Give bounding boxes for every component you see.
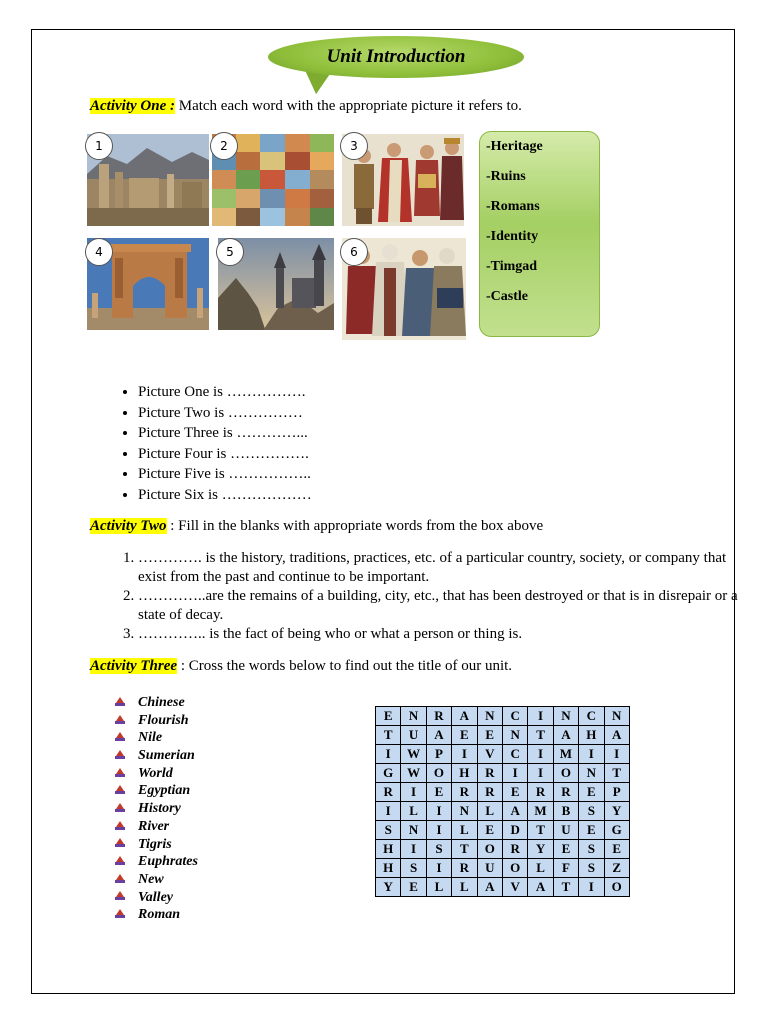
search-word-text: Chinese (138, 695, 185, 710)
grid-letter[interactable]: U (477, 859, 502, 878)
grid-letter[interactable]: N (401, 707, 426, 726)
grid-letter[interactable]: R (452, 783, 477, 802)
grid-letter[interactable]: T (528, 821, 553, 840)
grid-letter[interactable]: O (604, 878, 629, 897)
arrow-bullet-icon (114, 874, 126, 886)
grid-letter[interactable]: S (426, 840, 451, 859)
title-callout (268, 36, 524, 78)
grid-letter[interactable]: Y (528, 840, 553, 859)
grid-letter[interactable]: L (426, 878, 451, 897)
grid-letter[interactable]: S (376, 821, 401, 840)
picture-answer-list (90, 382, 312, 505)
grid-letter[interactable]: E (502, 783, 527, 802)
search-word-item (114, 889, 198, 907)
grid-row (376, 802, 630, 821)
word-bank-item: -Timgad (486, 259, 538, 274)
picture-number-6: 6 (340, 238, 368, 266)
grid-letter[interactable]: N (401, 821, 426, 840)
arrow-bullet-icon (114, 697, 126, 709)
picture-number-5: 5 (216, 238, 244, 266)
grid-letter[interactable]: E (579, 821, 604, 840)
grid-letter[interactable]: L (477, 802, 502, 821)
arrow-bullet-icon (114, 838, 126, 850)
arrow-bullet-icon (114, 821, 126, 833)
search-word-text: Flourish (138, 712, 189, 728)
search-word-text: New (138, 871, 164, 887)
arrow-bullet-icon (114, 785, 126, 797)
search-word-text: Valley (138, 889, 173, 905)
search-word-item (114, 800, 198, 818)
word-bank-item: -Ruins (486, 169, 526, 184)
activity-one-label: Activity One : (90, 98, 175, 114)
word-bank-item: -Romans (486, 199, 540, 214)
grid-letter[interactable]: R (502, 840, 527, 859)
grid-letter[interactable]: I (502, 764, 527, 783)
search-word-text: World (138, 765, 173, 781)
grid-letter[interactable]: L (401, 802, 426, 821)
grid-letter[interactable]: S (579, 840, 604, 859)
activity-two-instruction: : Fill in the blanks with appropriate words from the box above (166, 518, 544, 534)
grid-letter[interactable]: E (376, 707, 401, 726)
grid-letter[interactable]: U (401, 726, 426, 745)
grid-letter[interactable]: F (553, 859, 578, 878)
search-word-item (114, 729, 198, 747)
grid-letter[interactable]: E (452, 726, 477, 745)
activity-three-heading (90, 658, 512, 675)
picture-answer-line: • Picture One is ……………. (138, 382, 312, 403)
grid-letter[interactable]: E (477, 821, 502, 840)
grid-letter[interactable]: H (452, 764, 477, 783)
grid-letter[interactable]: R (376, 783, 401, 802)
grid-letter[interactable]: Y (376, 878, 401, 897)
grid-letter[interactable]: W (401, 745, 426, 764)
grid-letter[interactable]: A (452, 707, 477, 726)
activity-one-instruction: Match each word with the appropriate picture it refers to. (174, 98, 522, 114)
grid-letter[interactable]: L (452, 878, 477, 897)
picture-number-4: 4 (85, 238, 113, 266)
grid-letter[interactable]: G (604, 821, 629, 840)
grid-letter[interactable]: Y (604, 802, 629, 821)
grid-letter[interactable]: O (477, 840, 502, 859)
grid-letter[interactable]: T (604, 764, 629, 783)
arrow-bullet-icon (114, 715, 126, 727)
activity-two-label: Activity Two (90, 518, 167, 534)
grid-letter[interactable]: B (553, 802, 578, 821)
grid-letter[interactable]: P (604, 783, 629, 802)
search-word-text: Euphrates (138, 854, 198, 870)
grid-letter[interactable]: T (553, 878, 578, 897)
grid-letter[interactable]: N (502, 726, 527, 745)
grid-letter[interactable]: R (452, 859, 477, 878)
grid-letter[interactable]: I (528, 764, 553, 783)
grid-letter[interactable]: N (452, 802, 477, 821)
grid-letter[interactable]: E (477, 726, 502, 745)
arrow-bullet-icon (114, 891, 126, 903)
search-word-item (114, 836, 198, 854)
search-word-text: Roman (138, 907, 181, 923)
activity-three-instruction: : Cross the words below to find out the title of our unit. (177, 658, 513, 674)
grid-letter[interactable]: E (426, 783, 451, 802)
grid-row (376, 726, 630, 745)
grid-row (376, 878, 630, 897)
grid-letter[interactable]: G (376, 764, 401, 783)
grid-letter[interactable]: U (553, 821, 578, 840)
grid-letter[interactable]: N (604, 707, 629, 726)
search-word-item (114, 871, 198, 889)
search-word-text: Tigris (138, 836, 172, 852)
search-word-item (114, 782, 198, 800)
grid-letter[interactable]: S (579, 802, 604, 821)
grid-letter[interactable]: O (502, 859, 527, 878)
word-bank-box (479, 131, 600, 337)
grid-letter[interactable]: S (401, 859, 426, 878)
grid-letter[interactable]: A (528, 878, 553, 897)
grid-letter[interactable]: I (528, 707, 553, 726)
picture-answer-line: • Picture Six is ……………… (138, 485, 312, 506)
arrow-bullet-icon (114, 732, 126, 744)
search-word-item (114, 747, 198, 765)
grid-letter[interactable]: I (579, 878, 604, 897)
grid-letter[interactable]: I (426, 802, 451, 821)
search-word-text: Egyptian (138, 783, 191, 799)
search-word-text: Sumerian (138, 748, 195, 764)
search-word-text: Nile (138, 730, 163, 746)
grid-letter[interactable]: L (528, 859, 553, 878)
picture-number-3: 3 (340, 132, 368, 160)
word-bank-item: -Castle (486, 289, 528, 304)
grid-letter[interactable]: T (528, 726, 553, 745)
grid-letter[interactable]: O (426, 764, 451, 783)
grid-letter[interactable]: N (579, 764, 604, 783)
grid-letter[interactable]: A (502, 802, 527, 821)
grid-letter[interactable]: E (401, 878, 426, 897)
picture-number-2: 2 (210, 132, 238, 160)
search-word-item (114, 712, 198, 730)
grid-letter[interactable]: I (426, 821, 451, 840)
word-bank-item: -Identity (486, 229, 539, 244)
arrow-bullet-icon (114, 768, 126, 780)
search-word-item (114, 853, 198, 871)
grid-letter[interactable]: I (376, 745, 401, 764)
grid-letter[interactable]: I (579, 745, 604, 764)
activity-three-label: Activity Three (90, 658, 178, 674)
grid-letter[interactable]: H (376, 859, 401, 878)
word-search-grid (375, 706, 630, 897)
grid-row (376, 707, 630, 726)
grid-letter[interactable]: D (502, 821, 527, 840)
grid-letter[interactable]: E (604, 840, 629, 859)
grid-letter[interactable]: V (502, 878, 527, 897)
grid-letter[interactable]: E (553, 840, 578, 859)
grid-letter[interactable]: H (579, 726, 604, 745)
fill-in-list (90, 549, 738, 644)
search-word-item (114, 765, 198, 783)
grid-letter[interactable]: N (553, 707, 578, 726)
grid-letter[interactable]: I (401, 840, 426, 859)
picture-answer-line: • Picture Three is …………... (138, 423, 312, 444)
grid-letter[interactable]: A (477, 878, 502, 897)
grid-letter[interactable]: V (477, 745, 502, 764)
grid-letter[interactable]: I (452, 745, 477, 764)
grid-letter[interactable]: W (401, 764, 426, 783)
grid-letter[interactable]: I (376, 802, 401, 821)
grid-row (376, 745, 630, 764)
grid-letter[interactable]: I (401, 783, 426, 802)
grid-letter[interactable]: N (477, 707, 502, 726)
arrow-bullet-icon (114, 803, 126, 815)
grid-letter[interactable]: C (579, 707, 604, 726)
arrow-bullet-icon (114, 856, 126, 868)
picture-answer-line: • Picture Five is …………….. (138, 464, 312, 485)
grid-letter[interactable]: C (502, 707, 527, 726)
grid-letter[interactable]: R (426, 707, 451, 726)
grid-letter[interactable]: P (426, 745, 451, 764)
search-word-text: River (138, 818, 170, 834)
grid-letter[interactable]: Z (604, 859, 629, 878)
search-word-item (114, 906, 198, 924)
grid-letter[interactable]: M (528, 802, 553, 821)
search-word-item (114, 818, 198, 836)
grid-letter[interactable]: M (553, 745, 578, 764)
grid-letter[interactable]: R (477, 783, 502, 802)
activity-one-heading (90, 98, 522, 115)
word-bank-item: -Heritage (486, 139, 543, 154)
picture-answer-line: • Picture Two is …………… (138, 403, 312, 424)
fill-in-item: 2. …………..are the remains of a building, city, etc., that has been destroyed or that is in disrepair or a state of decay. (138, 587, 738, 625)
activity-two-heading (90, 518, 543, 535)
picture-number-1: 1 (85, 132, 113, 160)
grid-letter[interactable]: T (452, 840, 477, 859)
fill-in-item: 3. ………….. is the fact of being who or what a person or thing is. (138, 625, 738, 644)
grid-letter[interactable]: I (528, 745, 553, 764)
grid-letter[interactable]: R (528, 783, 553, 802)
fill-in-item: 1. …………. is the history, traditions, practices, etc. of a particular country, society, or company that exist from the past and continue to be important. (138, 549, 738, 587)
grid-letter[interactable]: C (502, 745, 527, 764)
grid-letter[interactable]: E (579, 783, 604, 802)
grid-letter[interactable]: R (477, 764, 502, 783)
grid-row (376, 764, 630, 783)
grid-letter[interactable]: O (553, 764, 578, 783)
picture-answer-line: • Picture Four is ……………. (138, 444, 312, 465)
page-title: Unit Introduction (326, 46, 466, 67)
grid-letter[interactable]: A (553, 726, 578, 745)
grid-letter[interactable]: I (604, 745, 629, 764)
grid-row (376, 783, 630, 802)
grid-letter[interactable]: H (376, 840, 401, 859)
grid-row (376, 821, 630, 840)
search-word-item (114, 694, 198, 712)
grid-row (376, 859, 630, 878)
grid-letter[interactable]: A (604, 726, 629, 745)
grid-letter[interactable]: R (553, 783, 578, 802)
grid-row (376, 840, 630, 859)
grid-letter[interactable]: I (426, 859, 451, 878)
grid-letter[interactable]: S (579, 859, 604, 878)
arrow-bullet-icon (114, 909, 126, 921)
grid-letter[interactable]: A (426, 726, 451, 745)
grid-letter[interactable]: T (376, 726, 401, 745)
search-word-list (114, 694, 198, 924)
search-word-text: History (138, 801, 181, 817)
grid-letter[interactable]: L (452, 821, 477, 840)
arrow-bullet-icon (114, 750, 126, 762)
